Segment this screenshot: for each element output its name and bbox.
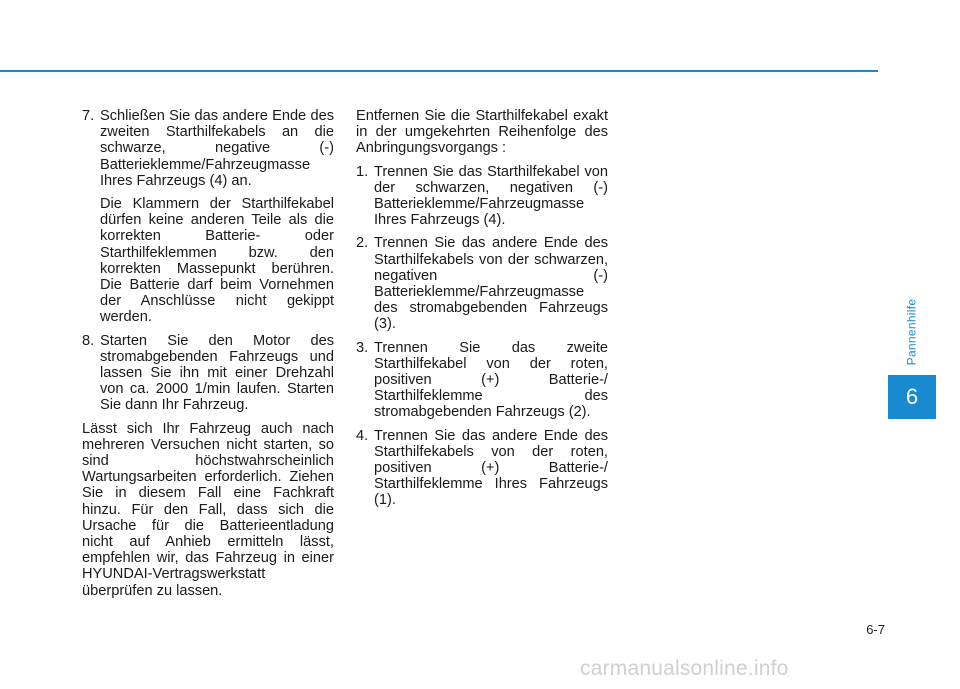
step-number: 7. (82, 108, 95, 124)
removal-step (356, 164, 608, 229)
step-number: 8. (82, 332, 95, 349)
step-text: Trennen Sie das andere Ende des Starthilfekabels von der schwarzen, negativen (-) Batterieklemme/Fahrzeugmasse des stromabgebenden Fahrzeugs (3). (374, 235, 608, 333)
step-text: Starten Sie den Motor des stromabgebenden Fahrzeugs und lassen Sie ihn mit einer Drehzahl von ca. 2000 1/min laufen. Starten Sie dann Ihr Fahrzeug. (100, 332, 334, 414)
header-rule (0, 70, 878, 72)
step-text: Trennen Sie das zweite Starthilfekabel von der roten, positiven (+) Batterie-/ Starthilfeklemme des stromabgebenden Fahrzeugs (2). (374, 339, 608, 421)
chapter-tab (888, 375, 936, 419)
step-7 (82, 108, 334, 189)
section-label (904, 292, 918, 372)
chapter-number: 6 (905, 384, 919, 409)
removal-intro: Entfernen Sie die Starthilfekabel exakt in der umgekehrten Reihenfolge des Anbringungsvorgangs : (356, 108, 608, 157)
step-number: 2. (356, 235, 369, 252)
step-number: 4. (356, 427, 369, 444)
removal-step (356, 340, 608, 421)
step-text: Schließen Sie das andere Ende des zweiten Starthilfekabels an die schwarze, negative (-) Batterieklemme/Fahrzeugmasse Ihres Fahrzeugs (4) an. (100, 108, 334, 189)
step-7-note: Die Klammern der Starthilfekabel dürfen keine anderen Teile als die korrekten Batterie- oder Starthilfeklemmen bzw. den korrekten Massepunkt berühren. Die Batterie darf beim Vornehmen der Anschlüsse nicht gekippt werden. (100, 196, 334, 326)
advice-paragraph: Lässt sich Ihr Fahrzeug auch nach mehreren Versuchen nicht starten, so sind höchstwahrscheinlich Wartungsarbeiten erforderlich. Ziehen Sie in diesem Fall eine Fachkraft hinzu. Für den Fall, dass sich die Ursache für die Batterieentladung nicht auf Anhieb ermitteln lässt, empfehlen wir, das Fahrzeug in einer HYUNDAI-Vertragswerkstatt überprüfen zu lassen. (82, 420, 334, 599)
left-column (82, 108, 334, 606)
step-number: 3. (356, 339, 369, 356)
section-label-text: Pannenhilfe (904, 298, 918, 366)
page-number: 6-7 (866, 622, 885, 637)
step-8 (82, 333, 334, 414)
watermark: carmanualsonline.info (580, 657, 789, 680)
removal-step (356, 428, 608, 509)
right-column (356, 108, 608, 516)
step-text: Trennen Sie das andere Ende des Starthilfekabels von der roten, positiven (+) Batterie-/ Starthilfeklemme Ihres Fahrzeugs (1). (374, 427, 608, 509)
step-text: Trennen Sie das Starthilfekabel von der schwarzen, negativen (-) Batterieklemme/Fahrzeugmasse Ihres Fahrzeugs (4). (374, 163, 608, 229)
step-number: 1. (356, 163, 369, 180)
removal-step (356, 235, 608, 332)
